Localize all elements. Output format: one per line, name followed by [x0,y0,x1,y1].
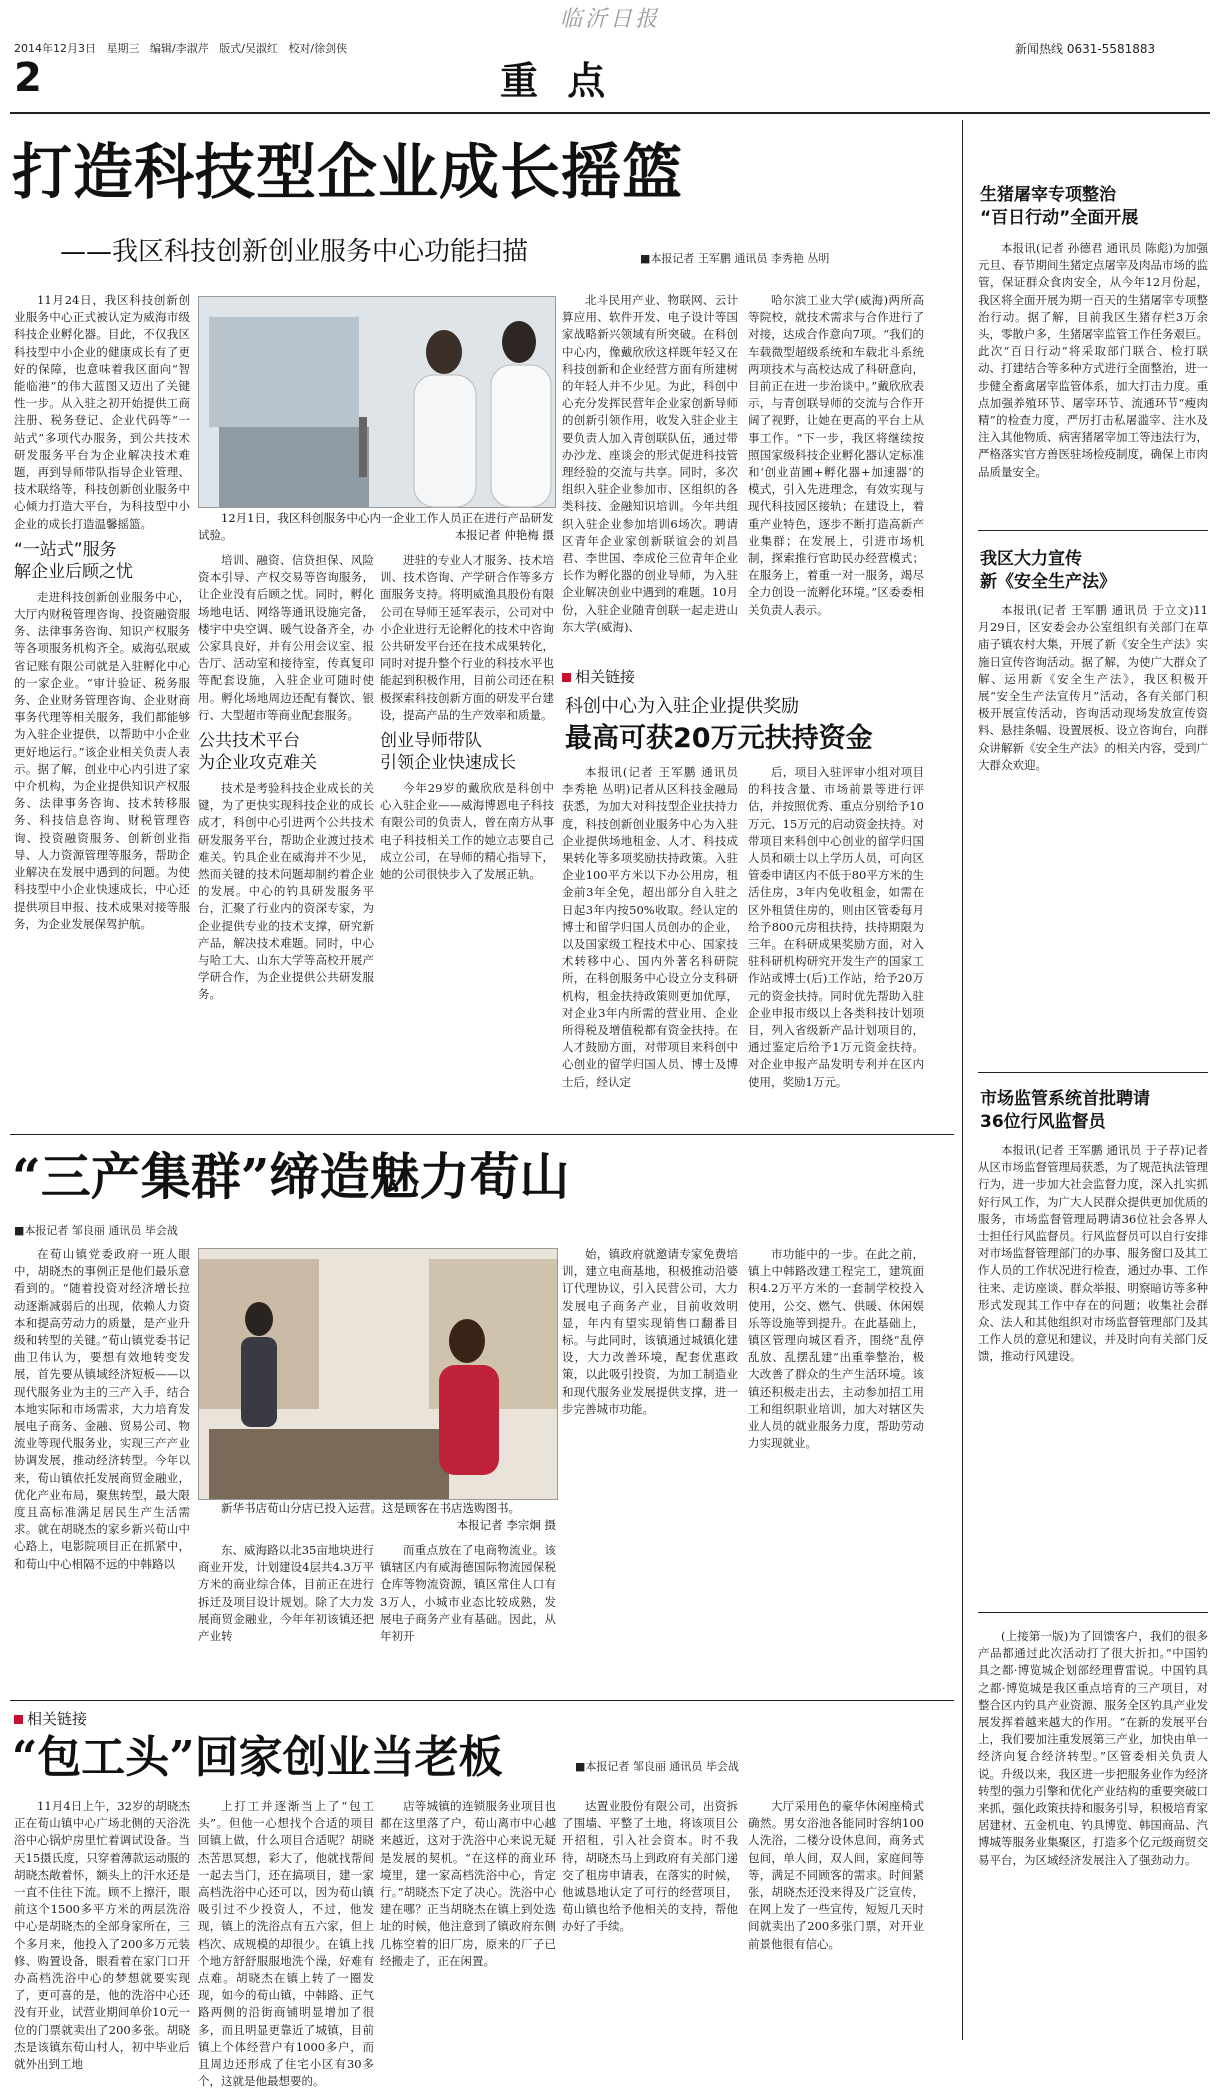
second-col3-body: 始，镇政府就邀请专家免费培训，建立电商基地，积极推动沿婆订代理协议，引入民营公司，大力发展电子商务产业，目前收效明显，年内有望实现销售口翻番目标。与此同时，该镇通过城镇化建设，大力改善环境，配套优惠政策，以此吸引投资，为加工制造业和现代服务业发展提供支撑，进一步完善城市功能。 [562,1247,738,1416]
lead-col3-body: 进驻的专业人才服务、技术培训、技术咨询、产学研合作等多方面服务支持。将明威渔具股份有限公司在导师王延军表示，公司对中小企业进行无论孵化的技术中咨询公共研发平台还在技术成果转化，同时对提升整个行业的科技水平也能起到积极作用，目前公司还在积极探索科技创新方面的研发平台建设，提高产品的生产效率和质量。 [380,553,554,722]
link1-headline: 最高可获20万元扶持资金 [565,723,873,754]
sidebar-article-4-body [978,1628,1208,2036]
lead-headline: 打造科技型企业成长摇篮 [12,138,683,208]
sidebar-article-3-title: 市场监管系统首批聘请 36位行风监督员 [980,1089,1150,1132]
sidebar-divider [962,120,963,2040]
second-photo-credit: 本报记者 李宗炯 摄 [456,1518,556,1532]
link2-column-5 [748,1798,924,2048]
second-bottom2-body: 而重点放在了电商物流业。该镇辖区内有威海德国际物流园保税仓库等物流资源，镇区常住人口有3万人，小城市业态比较成熟，发展电子商务产业有基础。因此，从年初开 [380,1543,556,1644]
link1-kicker: 科创中心为入驻企业提供奖励 [565,696,799,717]
link2-headline: “包工头”回家创业当老板 [12,1732,503,1783]
link2-rule [10,1700,954,1701]
sidebar-article-1-title: 生猪屠宰专项整治 “百日行动”全面开展 [980,185,1139,228]
lead-col2-body: 培训、融资、信贷担保、风险资本引导、产权交易等咨询服务，让企业没有后顾之忧。同时，孵化场地电话、网络等通讯设施完备，楼宇中央空调、暖气设备齐全，办公家具良好，并有公用会议室、报告厅、活动室和接待室，传真复印等配套设施，入驻企业可随时使用。孵化场地周边还配有餐饮、银行、大型超市等商业配套服务。 [198,553,374,722]
link1-column-1 [562,764,738,1124]
sidebar-article-2-text: 本报讯(记者 王军鹏 通讯员 于立文)11月29日，区安委会办公室组织有关部门在草庙子镇农村大集，开展了新《安全生产法》实施日宣传咨询活动。据了解，为使广大群众了解、运用新《安全生产法》，我区积极开展“安全生产法宣传月”活动，各有关部门积极开展宣传活动，咨询活动现场发放宣传资料、悬挂条幅、设置展板、设立咨询台，向群众讲解新《安全生产法》的相关内容，受到广大群众欢迎。 [978,603,1208,772]
second-byline: ■本报记者 邹良丽 通讯员 毕会战 [14,1224,178,1237]
link2-column-3 [380,1798,556,2048]
link2-col5-body: 大厅采用色的豪华休闲座椅式确然。男女浴池各能同时容纳100人洗浴，二楼分设休息间，商务式包间，单人间，双人间，家庭间等等，满足不同顾客的需求。时间紧张，胡晓杰还没来得及广泛宣传，在网上发了一些宣传，短短几天时间就卖出了200多张门票，对开业前景他很有信心。 [748,1799,924,1951]
link1-tag: 相关链接 [562,666,635,687]
second-column-bottom-1 [198,1542,374,1692]
lead-subtitle: ——我区科技创新创业服务中心功能扫描 [60,237,529,267]
lab-scene-image [199,297,555,507]
sidebar-article-1-text: 本报讯(记者 孙德君 通讯员 陈彪)为加强元旦、春节期间生猪定点屠宰及肉品市场的监管，保证群众食肉安全，从今年12月份起，我区将全面开展为期一百天的生猪屠宰专项整治行动。据了解，目前我区生猪存栏3万余头，零散户多，生猪屠宰监管工作任务艰巨。此次“百日行动”将采取部门联合、检打联动、打建结合等多种方式进行全面整治，进一步健全畜禽屠宰监管体系，加大打击力度。重点加强养殖环节、屠宰环节、流通环节“瘦肉精”的检查力度，严厉打击私屠滥宰、注水及注入其他物质、病害猪屠宰加工等违法行为，严格落实官方兽医驻场检疫制度，确保上市肉品质量安全。 [978,241,1208,479]
lead-col2-body2: 技术是考验科技企业成长的关键，为了更快实现科技企业的成长成才，科创中心引进两个公共技术研发服务平台，帮助企业渡过技术难关。钓具企业在威海并不少见，然而关键的技术问题却制约着企业的发展。中心的钓具研发服务平台，汇聚了行业内的资深专家，为企业提供专业的技术支撑，研究新产品，解决技术难题。同时，中心与哈工大、山东大学等高校开展产学研合作，为企业提供公共研发服务。 [198,781,374,1002]
red-square-icon [562,673,571,682]
second-photo-caption-text: 新华书店荀山分店已投入运营。这是顾客在书店选购图书。 [221,1501,520,1515]
lead-subhead-2: 公共技术平台 为企业攻克难关 [198,731,317,774]
bookstore-scene-image [199,1249,557,1499]
red-square-icon [14,1715,23,1724]
second-column-1 [14,1246,190,1692]
lead-photo-caption-text: 12月1日，我区科创服务中心内一企业工作人员正在进行产品研发试验。 [198,511,554,542]
link2-column-2 [198,1798,374,2089]
page-number: 2 [14,55,42,101]
date: 2014年12月3日 [14,42,96,55]
section-title: 重 点 [500,59,614,103]
lead-byline: ■本报记者 王军鹏 通讯员 李秀艳 丛明 [640,252,830,265]
link2-col1-body: 11月4日上午，32岁的胡晓杰正在荀山镇中心广场北侧的天浴洗浴中心锅炉房里忙着调试设备。当天15摄氏度，只穿着薄款运动服的胡晓杰敞着怀，额头上的汗水还是一直不住往下流。顾不上擦汗，眼前这个1500多平方米的两层洗浴中心是胡晓杰的全部身家所在，三个多月来，他投入了200多万元装修、购置设备，眼看着在家门口开办高档洗浴中心的梦想就要实现了，更可喜的是，他的洗浴中心还没有开业，试营业期间单价10元一位的门票就卖出了200多张。胡晓杰是该镇东荀山村人，初中毕业后就外出到工地 [14,1799,190,2072]
proofreader: 校对/徐剑侠 [288,42,348,55]
lead-photo [198,296,556,508]
link2-col3-body: 店等城镇的连锁服务业项目也都在这里落了户，荀山离市中心越来越近，这对于洗浴中心来说无疑是发展的契机。“在这样的商业环境里，建一家高档洗浴中心，肯定行。”胡晓杰下定了决心。洗浴中心建在哪？正当胡晓杰在镇上到处选址的时候，他注意到了镇政府东侧几栋空着的旧厂房，原来的厂子已经搬走了，正在闲置。 [380,1799,556,1968]
link2-tag: 相关链接 [14,1708,87,1729]
link2-column-4 [562,1798,738,2048]
second-photo-caption [198,1500,556,1536]
sidebar-article-3-body [978,1142,1208,1602]
link1-col1-body: 本报讯(记者 王军鹏 通讯员 李秀艳 丛明)记者从区科技金融局获悉，为加大对科技型企业扶持力度，科技创新创业服务中心为入驻企业提供场地租金、人才、科技成果转化等多项奖励扶持政策。入驻企业100平方米以下办公用房，租金前3年全免，超出部分自入驻之日起3年内按50%收取。经认定的博士和留学归国人员创办的企业，以及国家级工程技术中心、国家技术转移中心、国内外著名科研院所，在科创服务中心设立分支科研机构，租金扶持政策则更加优厚，对企业3年内所需的营业用、企业所得税及增值税都有资金扶持。在人才鼓励方面，对带项目来科创中心创业的留学归国人员、博士及博士后，经认定 [562,765,738,1089]
editor: 编辑/李淑芹 [150,42,209,55]
link2-col2-body: 上打工并逐渐当上了“包工头”。但他一心想找个合适的项目回镇上做，什么项目合适呢？胡晓杰苦思冥想，彩大了，他就找帮间一起去当门，还在搞项目，建一家高档洗浴中心还可以，因为荀山镇吸引过不少投资人，不过，他发现，镇上的洗浴点有五六家，但上档次、成规模的却很少。在镇上找个地方舒舒服服地洗个澡，好难有点难。胡晓杰在镇上转了一圈发现，如今的荀山镇，中韩路、正气路两侧的沿街商铺明显增加了很多，而且明显更靠近了城镇，目前镇上个体经营户有1000多户，而且周边还形成了住宅小区有30多个，这就是他最想要的。 [198,1799,374,2089]
link2-col4-body: 达置业股份有限公司，出资拆了围墙、平整了土地，将该项目公开招租，引入社会资本。时不我待，胡晓杰马上到政府有关部门递交了租房申请表，在落实的时候，他诚恳地认定了可行的经营项目，荀山镇也给予他相关的支持，帮他办好了手续。 [562,1799,738,1934]
link2-column-1 [14,1798,190,2072]
news-hotline: 新闻热线 0631-5581883 [1015,42,1156,56]
lead-col3-body2: 今年29岁的戴欣欣是科创中心入驻企业——威海博恩电子科技有限公司的负责人，曾在南方从事电子科技相关工作的她立志要自己成立公司，在导师的精心指导下，她的公司很快步入了发展正轨。 [380,781,554,882]
lead-photo-credit: 本报记者 仲艳梅 摄 [454,528,554,542]
lead-column-4 [562,292,738,658]
sidebar-rule-2 [978,1072,1208,1073]
lead-subhead-3: 创业导师带队 引领企业快速成长 [380,731,516,774]
designer: 版式/吴淑红 [219,42,278,55]
second-column-3 [562,1246,738,1692]
sidebar-rule-3 [978,1612,1208,1613]
date-line [14,40,347,56]
lead-photo-caption [198,510,554,546]
lead-col4-body: 北斗民用产业、物联网、云计算应用、软件开发、电子设计等国家战略新兴领域有所突破。在科创中心内，像戴欣欣这样既年轻又在科技创新和企业经营方面有所建树的年轻人并不少见。为此，科创中心充分发挥民营年企业家创新导师的创新引领作用，收发入驻企业主要负责人加入青创联队伍，通过带办沙龙、座谈会的形式促进科技管理经验的交流与共享。同时，多次组织入驻企业参加市、区组织的各类科技、金融知识培训。今年共组织入驻企业参加培训6场次。聘请区青年企业家创新联谊会的刘昌君、李世国、李成伦三位青年企业长作为孵化器的创业导师，为入驻企业解决创业中遇到的难题。10月份，入驻企业随青创联一起走进山东大学(威海)、 [562,293,738,634]
sidebar-article-2-title: 我区大力宣传 新《安全生产法》 [980,549,1116,592]
sidebar-article-3-text: 本报讯(记者 王军鹏 通讯员 于子荐)记者从区市场监督管理局获悉，为了规范执法管理行为，进一步加大社会监督力度，深入扎实抓好行风工作，为广大人民群众提供更加优质的服务，市场监督管理局聘请36位社会各界人士担任行风监督员。行风监督员可以自行安排对市场监督管理部门的办事、服务窗口及其工作人员的工作状况进行检查，通过办事、工作往来、走访座谈、群众举报、明察暗访等多种形式发现其工作中存在的问题；收集社会群众、法人和其他组织对市场监督管理部门及其工作人员的意见和建议，并及时向有关部门反馈，推动行风建设。 [978,1143,1208,1364]
second-bottom1-body: 东、威海路以北35亩地块进行商业开发，计划建设4层共4.3万平方米的商业综合体，目前正在进行拆迁及项目设计规划。除了大力发展商贸金融业，今年年初该镇还把产业转 [198,1543,374,1644]
second-headline: “三产集群”缔造魅力荀山 [12,1147,570,1206]
lead-col1-body: 走进科技创新创业服务中心，大厅内财税管理咨询、投资融资服务、法律事务咨询、知识产权服务等各项服务机构齐全。威海弘珉威省记账有限公司就是入驻孵化中心的一家企业。“审计验证、税务服务、企业财务管理咨询、企业财商事务代理等相关服务，我们都能够为入驻企业提供，以帮助中小企业更好地运行。”该企业相关负责人表示。据了解，创业中心内引进了家中介机构，为企业提供知识产权服务、法律事务咨询、技术转移服务、科技信息咨询、财税管理咨询、投资融资服务、创新创业指导、人力资源管理等服务，帮助企业解决在发展中遇到的问题。为使科技型中小企业快速成长，中心还提供项目申报、技术成果对接等服务，为企业发展保驾护航。 [14,589,190,931]
second-photo [198,1248,558,1500]
masthead-logo: 临沂日报 [560,7,661,32]
sidebar-article-2-body [978,602,1208,1062]
lead-column-2 [198,552,374,1124]
link2-byline: ■本报记者 邹良丽 通讯员 毕会战 [575,1760,739,1773]
link1-column-2 [748,764,924,1124]
weekday: 星期三 [106,42,140,55]
lead-col5-body: 哈尔滨工业大学(威海)两所高等院校，就技术需求与合作进行了对接，达成合作意向7项。“我们的车载微型超级系统和车载北斗系统两项技术与高校达成了科研意向，目前正在进一步治谈中。”戴欣欣表示，与青创联导师的交流与合作开阔了视野，让她在更高的平台上从事工作。“下一步，我区将继续按照国家级科技企业孵化器认定标准和‘创业苗圃+孵化器+加速器’的模式，引入先进理念，有效实现与现代科技园区接轨；在建设上，着重产业特色，逐步不断打造高新产业集群；在发展上，引进市场机制，探索推行官助民办经营模式；在服务上，着重一对一服务，竭尽全力创设一流孵化环境。”区委委相关负责人表示。 [748,293,924,617]
lead-intro: 11月24日，我区科技创新创业服务中心正式被认定为威海市级科技企业孵化器。目此，不仅我区科技型中小企业的健康成长有了更好的保障，也意味着我区面向“智能临港”的伟大蓝图又迈出了关键性一步。从入驻之初开始提供工商注册、税务登记、企业代码等“一站式”多项代办服务，到公共技术研发服务平台为企业解决技术难题，再到导师带队指导企业管理、技术联络等，科技创新创业服务中心倾力打造大平台，为科技型中小企业的成长打造温馨摇篮。 [14,293,190,531]
second-col1-body: 在荀山镇党委政府一班人眼中，胡晓杰的事例正是他们最乐意看到的。“随着投资对经济增长拉动逐渐减弱后的出现，依赖人力资本和提高劳动力的质量，是产业升级和转型的关键。”荀山镇党委书记曲卫伟认为，要想有效地转变发展，首先要从镇域经济短板——以现代服务业为主的三产入手，结合本地实际和市场需求，大力培育发展电子商务、金融、贸易公司、物流业等现代服务业，实现三产产业协调发展，推动经济转型。今年以来，荀山镇依托发展商贸金融业，优化产业布局，聚焦转型，最大限度且高标准满足居民生产生活需求。就在胡晓杰的家乡新兴荀山中心路上，电影院项目正在抓紧中，和荀山中心相隔不远的中韩路以 [14,1247,190,1571]
sidebar-rule-1 [978,530,1208,531]
lead-subhead-1: “一站式”服务 解企业后顾之忧 [14,539,133,582]
header-rule [10,112,1210,114]
second-column-4 [748,1246,924,1692]
lead-column-3 [380,552,554,1124]
lead-column-1 [14,292,190,1124]
link1-col2-body: 后，项目入驻评审小组对项目的科技含量、市场前景等进行评估，并按照优秀、重点分别给予10万元、15万元的启动资金扶持。对带项目来科创中心创业的留学归国人员和硕士以上学历人员，可向区管委申请区内不低于80平方米的生活住房，3年内免收租金，如需在区外租赁住房的，则由区管委每月给予800元房租扶持，扶持期限为三年。在科研成果奖励方面，对入驻科研机构研究开发生产的国家工作站或博士(后)工作站，给予20万元的资金扶持。同时优先帮助入驻企业申报市级以上各类科技计划项目，列入省级新产品计划项目的，通过鉴定后给予1万元资金扶持。对企业申报产品发明专利并在区内使用，奖励1万元。 [748,765,924,1089]
sidebar-article-4-text: (上接第一版)为了回馈客户，我们的很多产品都通过此次活动打了很大折扣。”中国钓具之都·博览城企划部经理曹雷说。中国钓具之都·博览城是我区重点培育的三产项目，对整合区内钓具产业资源、服务全区钓具产业发展发挥着越来越大的作用。“在新的发展平台上，我们要加注重发展第三产业，加快由单一经济向复合经济转型。”区管委相关负责人说。升级以来，我区进一步把服务业作为经济转型的强力引擎和优化产业结构的重要突破口来抓，强化政策扶持和服务引导，积极培育家居建材、五金机电、钓具博览、韩国商品、汽博城等服务业集聚区，打造多个亿元级商贸交易平台，为区域经济发展注入了强劲动力。 [978,1629,1208,1867]
sidebar-article-1-body [978,240,1208,520]
second-column-bottom-2 [380,1542,556,1692]
second-col4-body: 市功能中的一步。在此之前，镇上中韩路改建工程完工，建筑面积4.2万平方米的一套制学校投入使用，公交、燃气、供暖、休闲娱乐等设施等到提升。在此基础上，镇区管理向城区看齐，围绕“乱停乱放、乱摆乱建”出重拳整治，极大改善了群众的生产生活环境。该镇还积极走出去，主动参加招工用工和组织职业培训，加大对辖区失业人员的就业服务力度，帮助劳动力实现就业。 [748,1247,924,1451]
lead-column-5 [748,292,924,658]
second-story-rule [10,1134,954,1135]
